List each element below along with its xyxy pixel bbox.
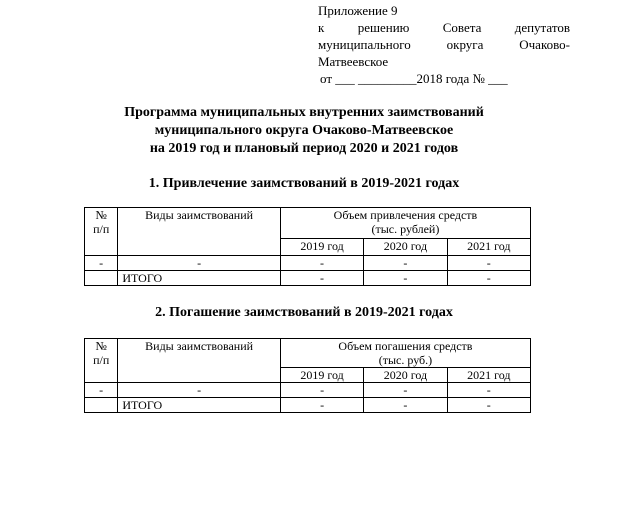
table-total-row bbox=[85, 398, 531, 413]
header-num-label: № п/п bbox=[93, 339, 110, 367]
appendix-decision-line bbox=[318, 19, 570, 36]
document-title bbox=[60, 104, 548, 158]
cell-value: - bbox=[447, 271, 530, 286]
cell-kind: - bbox=[118, 383, 281, 398]
header-kind-label: Виды заимствований bbox=[145, 208, 254, 222]
header-year: 2019 год bbox=[280, 368, 363, 383]
section1-heading: 1. Привлечение заимствований в 2019-2021 годах bbox=[148, 176, 460, 191]
header-num bbox=[85, 208, 118, 256]
header-kind-label: Виды заимствований bbox=[145, 339, 254, 353]
header-num bbox=[85, 339, 118, 383]
header-volume bbox=[280, 339, 530, 368]
header-year: 2021 год bbox=[447, 239, 530, 256]
appendix-header bbox=[318, 2, 570, 87]
table-header-row bbox=[85, 339, 531, 368]
appendix-number: Приложение 9 bbox=[318, 3, 398, 18]
cell-num bbox=[85, 398, 118, 413]
table-header-row bbox=[85, 208, 531, 239]
header-kind bbox=[118, 208, 281, 256]
appendix-word: муниципального bbox=[318, 37, 411, 52]
cell-value: - bbox=[364, 271, 447, 286]
title-line: Программа муниципальных внутренних заимствований bbox=[124, 105, 484, 120]
cell-value: - bbox=[447, 256, 530, 271]
cell-value: - bbox=[364, 383, 447, 398]
cell-value: - bbox=[447, 383, 530, 398]
header-volume bbox=[280, 208, 530, 239]
header-num-label: № п/п bbox=[93, 208, 110, 236]
cell-value: - bbox=[280, 271, 363, 286]
appendix-district-name: Матвеевское bbox=[318, 54, 389, 69]
appendix-word: Совета bbox=[442, 20, 482, 35]
cell-value: - bbox=[280, 398, 363, 413]
title-line: муниципального округа Очаково-Матвеевское bbox=[154, 123, 454, 138]
table-row bbox=[85, 256, 531, 271]
header-kind bbox=[118, 339, 281, 383]
title-line: на 2019 год и плановый период 2020 и 2021 годов bbox=[149, 141, 459, 156]
appendix-word: округа bbox=[446, 37, 484, 52]
cell-num bbox=[85, 271, 118, 286]
borrowing-repayment-table bbox=[84, 338, 531, 413]
header-volume-label: Объем погашения средств (тыс. руб.) bbox=[338, 339, 473, 367]
appendix-word: к bbox=[318, 20, 325, 35]
cell-value: - bbox=[364, 256, 447, 271]
appendix-word: депутатов bbox=[514, 20, 570, 35]
header-year: 2020 год bbox=[364, 368, 447, 383]
cell-value: - bbox=[280, 256, 363, 271]
header-year: 2019 год bbox=[280, 239, 363, 256]
cell-value: - bbox=[447, 398, 530, 413]
cell-num: - bbox=[85, 256, 118, 271]
appendix-date-line: от ___ _________2018 года № ___ bbox=[320, 71, 508, 86]
appendix-word: решению bbox=[357, 20, 410, 35]
cell-value: - bbox=[280, 383, 363, 398]
table-total-row bbox=[85, 271, 531, 286]
header-volume-label: Объем привлечения средств (тыс. рублей) bbox=[333, 208, 478, 236]
borrowing-attraction-table bbox=[84, 207, 531, 286]
appendix-word: Очаково- bbox=[519, 37, 570, 52]
section2-heading: 2. Погашение заимствований в 2019-2021 годах bbox=[155, 305, 453, 320]
header-year: 2021 год bbox=[447, 368, 530, 383]
cell-kind-total: ИТОГО bbox=[118, 271, 281, 286]
header-year: 2020 год bbox=[364, 239, 447, 256]
table-row bbox=[85, 383, 531, 398]
cell-num: - bbox=[85, 383, 118, 398]
cell-kind-total: ИТОГО bbox=[118, 398, 281, 413]
cell-kind: - bbox=[118, 256, 281, 271]
appendix-district-line bbox=[318, 36, 570, 53]
cell-value: - bbox=[364, 398, 447, 413]
